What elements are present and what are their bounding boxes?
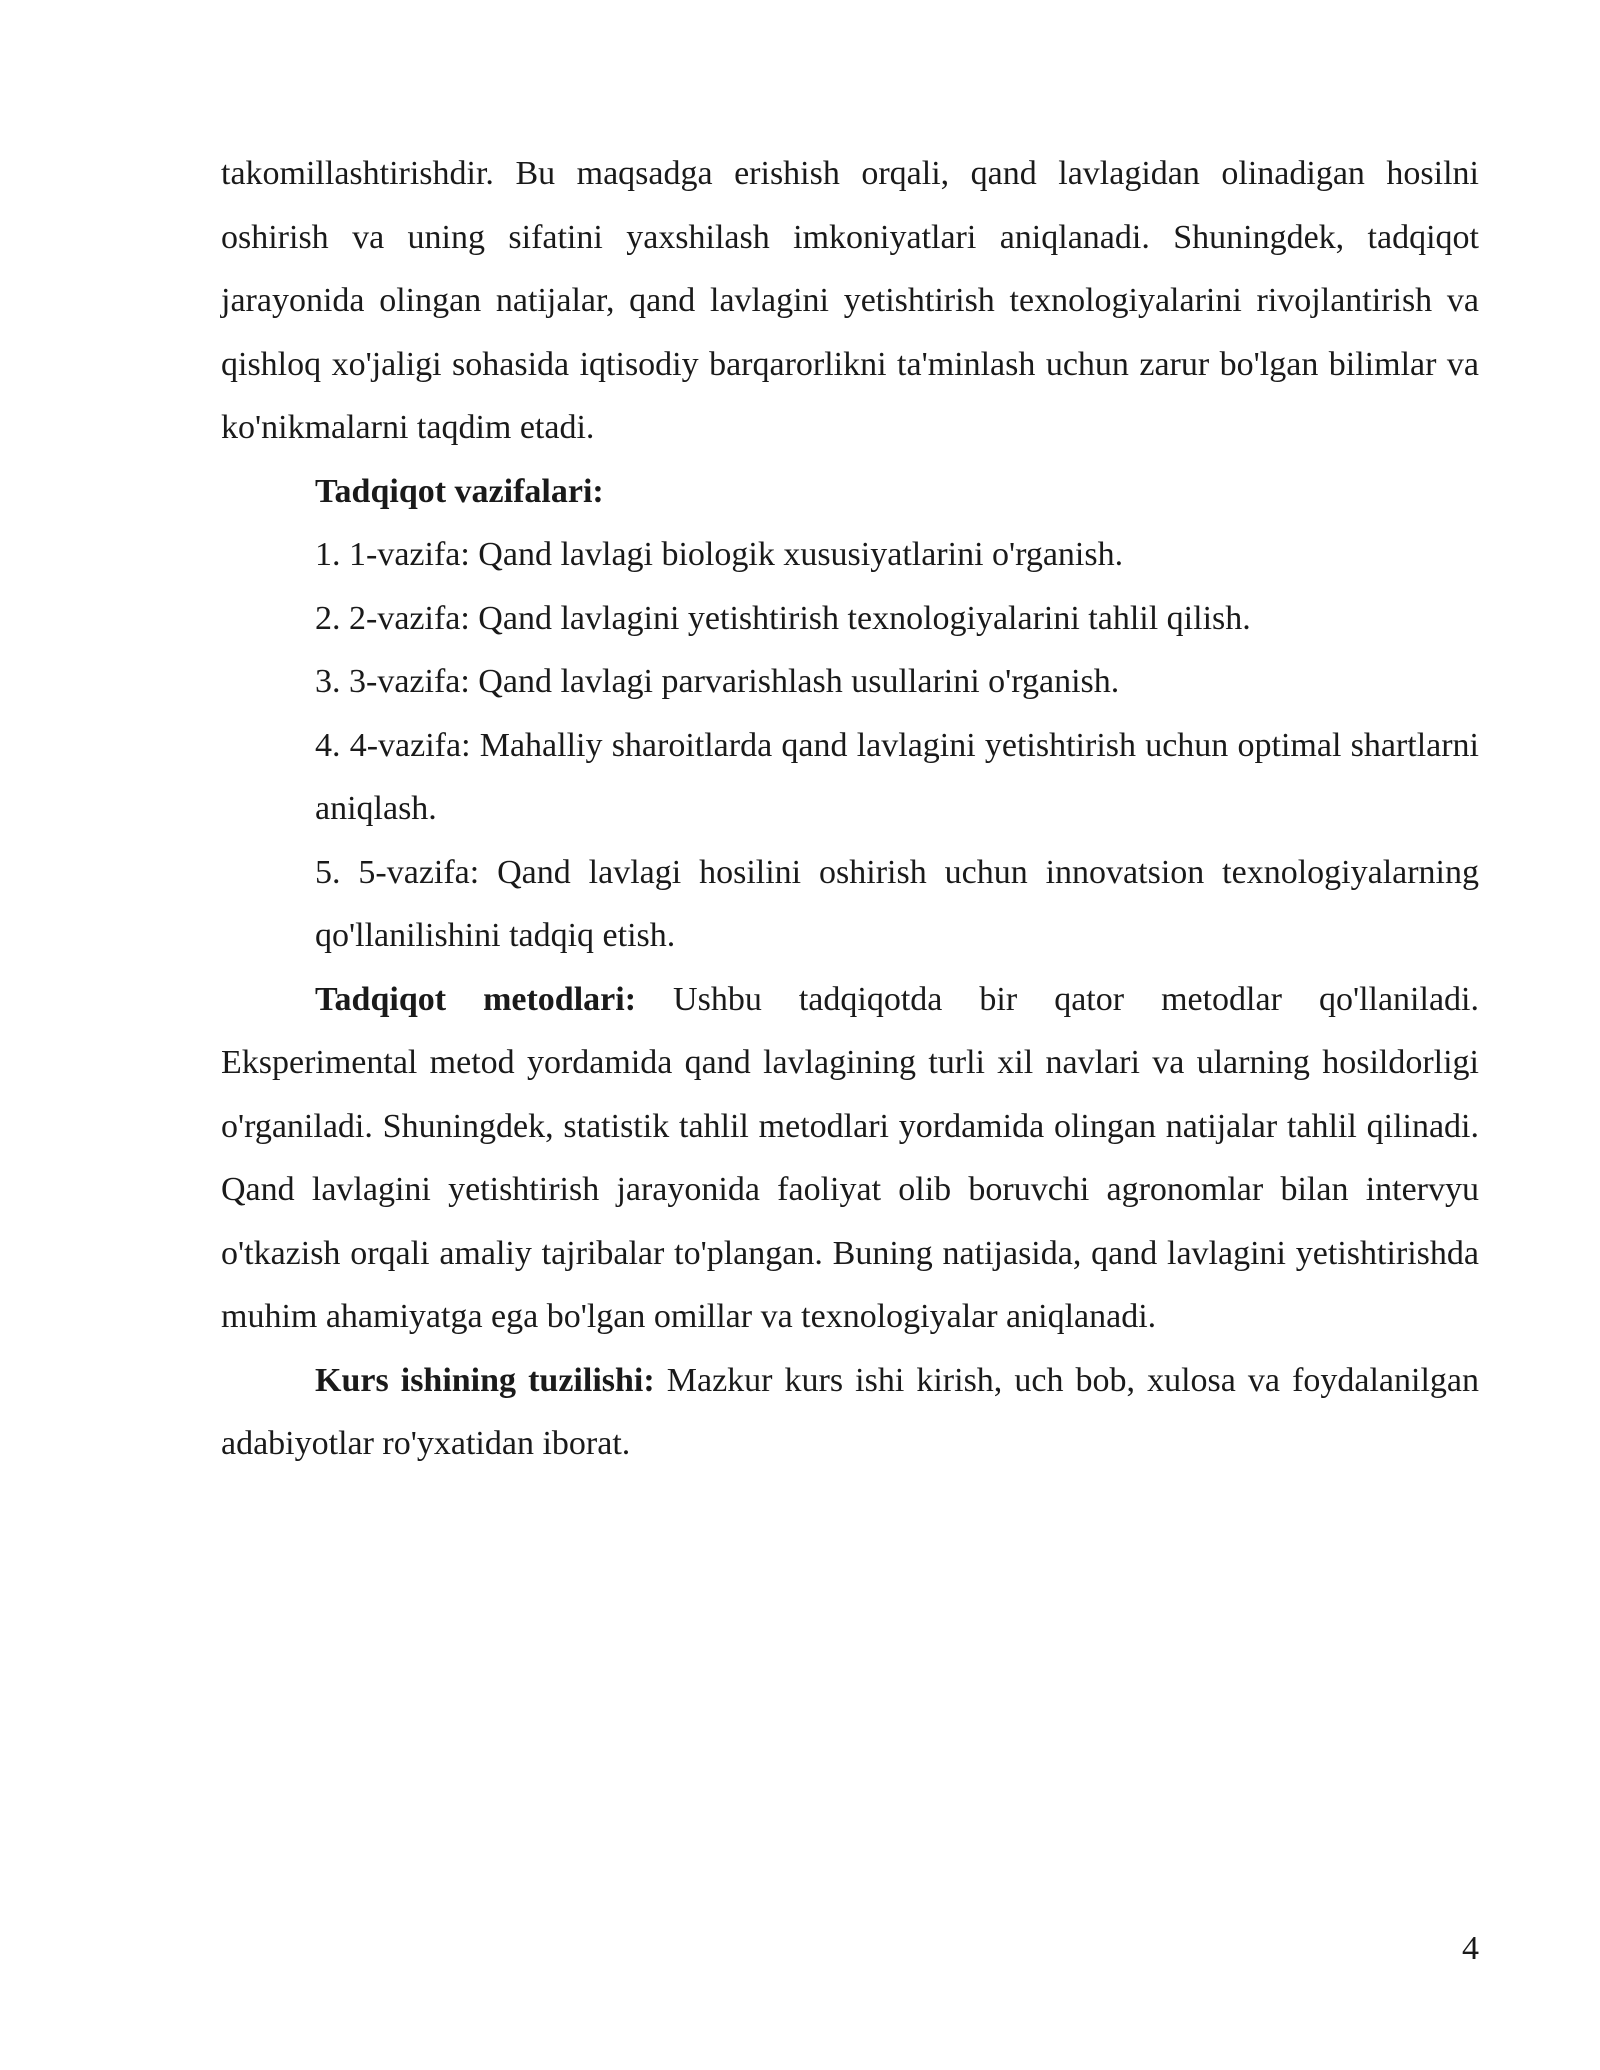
methods-paragraph bbox=[221, 968, 1479, 1349]
structure-heading: Kurs ishining tuzilishi: bbox=[315, 1361, 655, 1399]
methods-heading: Tadqiqot metodlari: bbox=[315, 980, 637, 1018]
document-page bbox=[221, 142, 1479, 1476]
task-item-3: 3. 3-vazifa: Qand lavlagi parvarishlash usullarini o'rganish. bbox=[315, 663, 1120, 700]
structure-text: Mazkur kurs ishi kirish, uch bob, xulosa va foydalanilgan adabiyotlar ro'yxatidan iborat. bbox=[221, 1361, 1480, 1462]
intro-paragraph: takomillashtirishdir. Bu maqsadga erishish orqali, qand lavlagidan olinadigan hosilni oshirish va uning sifatini yaxshilash imkoniyatlari aniqlanadi. Shuningdek, tadqiqot jarayonida olingan natijalar, qand lavlagini yetishtirish texnologiyalarini rivojlantirish va qishloq xo'jaligi sohasida iqtisodiy barqarorlikni ta'minlash uchun zarur bo'lgan bilimlar va ko'nikmalarni taqdim etadi. bbox=[221, 155, 1479, 446]
page-number: 4 bbox=[1462, 1930, 1479, 1967]
tasks-heading-paragraph bbox=[221, 460, 1479, 524]
tasks-heading: Tadqiqot vazifalari: bbox=[315, 472, 604, 510]
task-item-2: 2. 2-vazifa: Qand lavlagini yetishtirish texnologiyalarini tahlil qilish. bbox=[315, 599, 1251, 637]
structure-paragraph bbox=[221, 1349, 1479, 1476]
task-item-4: 4. 4-vazifa: Mahalliy sharoitlarda qand lavlagini yetishtirish uchun optimal shartlarni aniqlash. bbox=[315, 726, 1479, 827]
task-item-5: 5. 5-vazifa: Qand lavlagi hosilini oshirish uchun innovatsion texnologiyalarning qo'llanilishini tadqiq etish. bbox=[315, 853, 1479, 954]
task-item-1: 1. 1-vazifa: Qand lavlagi biologik xususiyatlarini o'rganish. bbox=[315, 536, 1124, 573]
tasks-list bbox=[221, 523, 1479, 968]
methods-text: Ushbu tadqiqotda bir qator metodlar qo'llaniladi. Eksperimental metod yordamida qand lavlagining turli xil navlari va ularning hosildorligi o'rganiladi. Shuningdek, statistik tahlil metodlari yordamida olingan natijalar tahlil qilinadi. Qand lavlagini yetishtirish jarayonida faoliyat olib boruvchi agronomlar bilan intervyu o'tkazish orqali amaliy tajribalar to'plangan. Buning natijasida, qand lavlagini yetishtirishda muhim ahamiyatga ega bo'lgan omillar va texnologiyalar aniqlanadi. bbox=[221, 980, 1479, 1335]
